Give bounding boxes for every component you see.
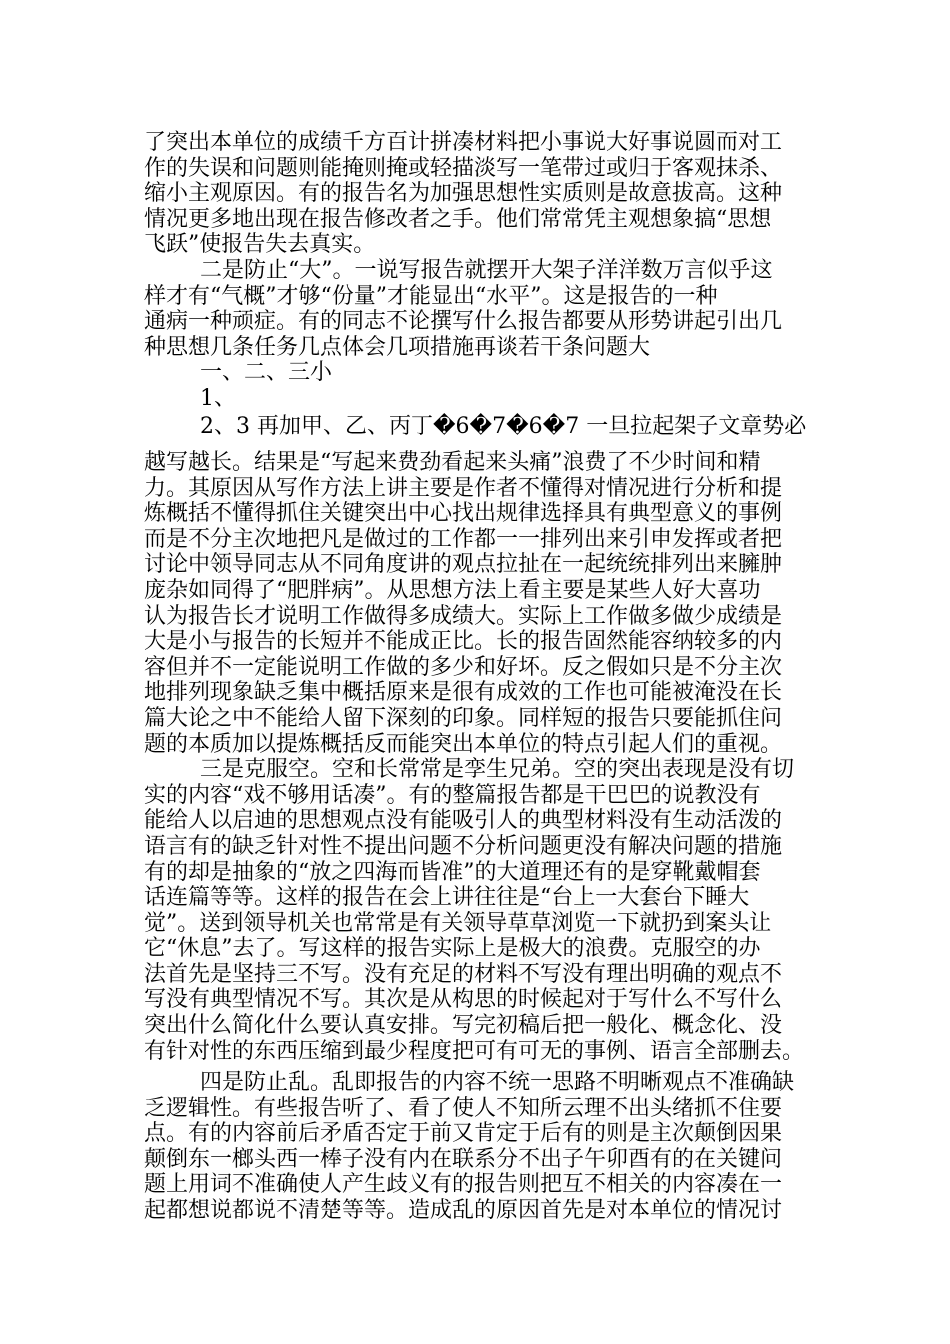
text-line: 有针对性的东西压缩到最少程度把可有可无的事例、语言全部删去。 <box>144 1038 805 1064</box>
text-line: 题的本质加以提炼概括反而能突出本单位的特点引起人们的重视。 <box>144 731 783 757</box>
text-line: 有的却是抽象的“放之四海而皆准”的大道理还有的是穿靴戴帽套 <box>144 859 761 885</box>
text-line: 种思想几条任务几点体会几项措施再谈若干条问题大 <box>144 334 651 360</box>
text-line: 样才有“气概”才够“份量”才能显出“水平”。这是报告的一种 <box>144 283 718 309</box>
text-line: 写没有典型情况不写。其次是从构思的时候起对于写什么不写什么 <box>144 987 783 1013</box>
text-line: 2、3 再加甲、乙、丙丁�6�7�6�7 一旦拉起架子文章势必 <box>200 414 807 439</box>
paragraph-point-two-body <box>144 450 824 1064</box>
text-line: 而是不分主次地把凡是做过的工作都一一排列出来引申发挥或者把 <box>144 526 783 552</box>
text-line: 容但并不一定能说明工作做的多少和好坏。反之假如只是不分主次 <box>144 654 783 680</box>
text-line: 起都想说都说不清楚等等。造成乱的原因首先是对本单位的情况讨 <box>144 1197 783 1223</box>
text-line: 法首先是坚持三不写。没有充足的材料不写没有理出明确的观点不 <box>144 961 783 987</box>
text-line: 情况更多地出现在报告修改者之手。他们常常凭主观想象搞“思想 <box>144 206 772 232</box>
text-line: 题上用词不准确使人产生歧义有的报告则把互不相关的内容凑在一 <box>144 1172 783 1198</box>
text-line: 二是防止“大”。一说写报告就摆开大架子洋洋数万言似乎这 <box>200 258 773 283</box>
text-line: 话连篇等等。这样的报告在会上讲往往是“台上一大套台下睡大 <box>144 885 750 911</box>
text-line: 缩小主观原因。有的报告名为加强思想性实质则是故意拔高。这种 <box>144 181 783 207</box>
text-line: 作的失误和问题则能掩则掩或轻描淡写一笔带过或归于客观抹杀、 <box>144 155 783 181</box>
text-line: 地排列现象缺乏集中概括原来是很有成效的工作也可能被淹没在长 <box>144 680 783 706</box>
text-line: 点。有的内容前后矛盾否定于前又肯定于后有的则是主次颠倒因果 <box>144 1121 783 1147</box>
text-line: 突出什么简化什么要认真安排。写完初稿后把一般化、概念化、没 <box>144 1013 783 1039</box>
text-line: 1、 <box>200 385 236 411</box>
text-line: 四是防止乱。乱即报告的内容不统一思路不明晰观点不准确缺 <box>200 1070 795 1095</box>
text-line: 一、二、三小 <box>200 360 333 386</box>
text-line: 语言有的缺乏针对性不提出问题不分析问题更没有解决问题的措施 <box>144 833 783 859</box>
text-line: 乏逻辑性。有些报告听了、看了使人不知所云理不出头绪抓不住要 <box>144 1095 783 1121</box>
text-line: 讨论中领导同志从不同角度讲的观点拉扯在一起统统排列出来臃肿 <box>144 552 783 578</box>
text-line: 力。其原因从写作方法上讲主要是作者不懂得对情况进行分析和提 <box>144 475 783 501</box>
text-line: 能给人以启迪的思想观点没有能吸引人的典型材料没有生动活泼的 <box>144 808 783 834</box>
text-line: 认为报告长才说明工作做得多成绩大。实际上工作做多做少成绩是 <box>144 603 783 629</box>
paragraph-point-two-cont <box>144 414 824 440</box>
text-line: 通病一种顽症。有的同志不论撰写什么报告都要从形势讲起引出几 <box>144 309 783 335</box>
text-line: 三是克服空。空和长常常是孪生兄弟。空的突出表现是没有切 <box>200 757 795 783</box>
text-line: 大是小与报告的长短并不能成正比。长的报告固然能容纳较多的内 <box>144 629 783 655</box>
paragraph-point-four <box>144 1070 824 1224</box>
text-line: 它“休息”去了。写这样的报告实际上是极大的浪费。克服空的办 <box>144 936 761 962</box>
text-line: 了突出本单位的成绩千方百计拼凑材料把小事说大好事说圆而对工 <box>144 130 783 155</box>
text-line: 实的内容“戏不够用话凑”。有的整篇报告都是干巴巴的说教没有 <box>144 782 761 808</box>
paragraph-intro <box>144 130 824 258</box>
text-line: 越写越长。结果是“写起来费劲看起来头痛”浪费了不少时间和精 <box>144 450 761 475</box>
text-line: 庞杂如同得了“肥胖病”。从思想方法上看主要是某些人好大喜功 <box>144 577 761 603</box>
text-line: 颠倒东一榔头西一棒子没有内在联系分不出子午卯酉有的在关键问 <box>144 1146 783 1172</box>
text-line: 炼概括不懂得抓住关键突出中心找出规律选择具有典型意义的事例 <box>144 501 783 527</box>
text-line: 篇大论之中不能给人留下深刻的印象。同样短的报告只要能抓住问 <box>144 705 783 731</box>
text-line: 觉”。送到领导机关也常常是有关领导草草浏览一下就扔到案头让 <box>144 910 772 936</box>
paragraph-point-two <box>144 258 824 412</box>
text-line: 飞跃”使报告失去真实。 <box>144 232 376 258</box>
